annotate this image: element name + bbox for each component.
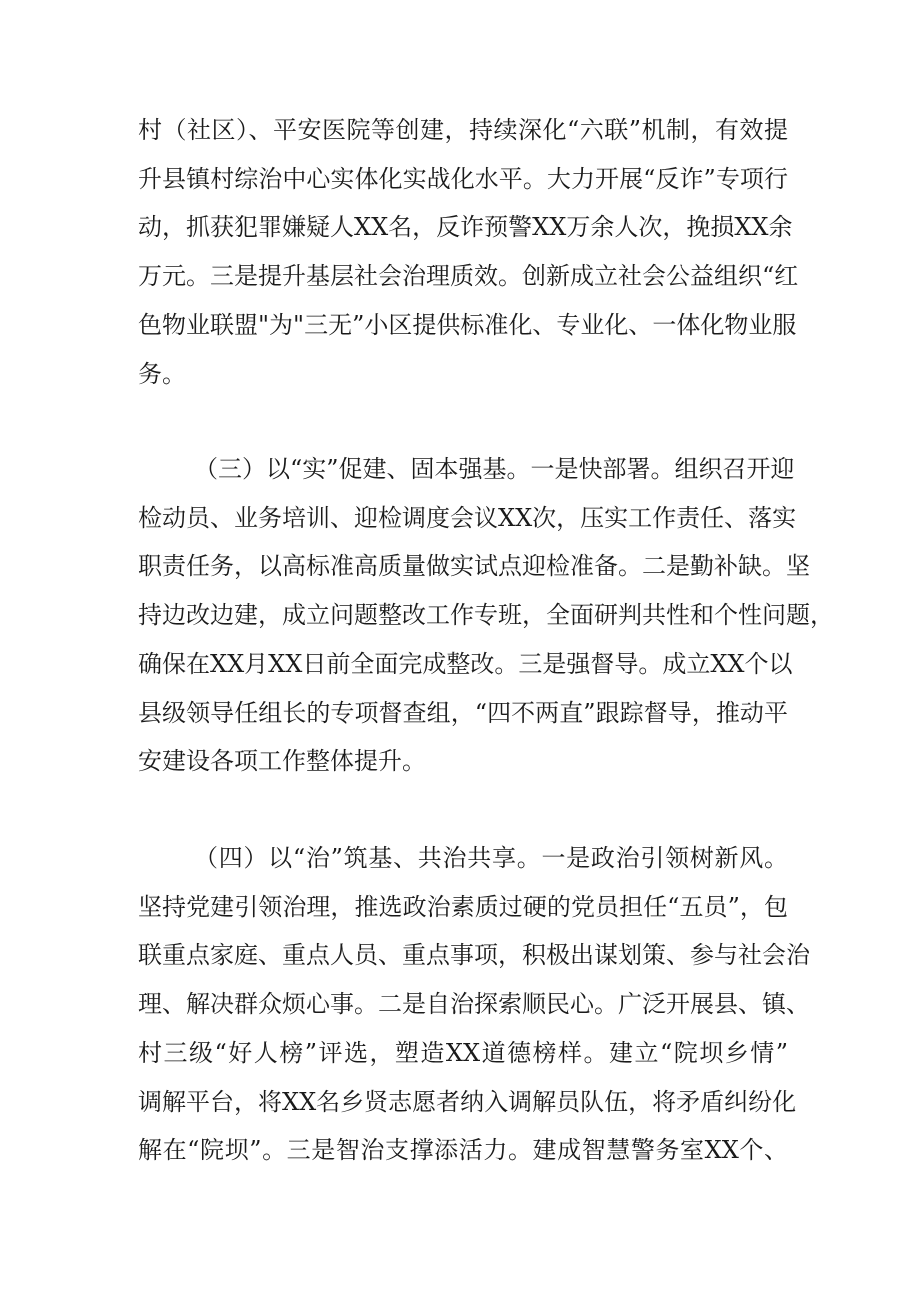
- text-line: 万元。三是提升基层社会治理质效。创新成立社会公益组织“红: [138, 262, 799, 291]
- text-line: 解在“院坝”。三是智治支撑添活力。建成智慧警务室XX个、: [138, 1136, 788, 1165]
- paragraph-section-three: [138, 445, 834, 786]
- section-heading-line: （三）以“实”促建、固本强基。一是快部署。组织召开迎: [194, 455, 795, 483]
- text-line: 职责任务，以高标准高质量做实试点迎检准备。二是勤补缺。坚: [138, 552, 810, 581]
- text-line: 县级领导任组长的专项督查组，“四不两直”跟踪督导，推动平: [138, 698, 788, 727]
- text-line: 理、解决群众烦心事。二是自治探索顺民心。广泛开展县、镇、: [138, 990, 810, 1019]
- text-line: 调解平台，将XX名乡贤志愿者纳入调解员队伍，将矛盾纠纷化: [138, 1087, 797, 1116]
- text-line: 安建设各项工作整体提升。: [138, 747, 426, 776]
- text-line: 确保在XX月XX日前全面完成整改。三是强督导。成立XX个以: [138, 649, 793, 678]
- text-line: 色物业联盟"为"三无”小区提供标准化、专业化、一体化物业服: [138, 310, 797, 339]
- text-line: 务。: [138, 359, 186, 388]
- text-line: 持边改边建，成立问题整改工作专班，全面研判共性和个性问题，: [138, 601, 834, 630]
- section-heading-line: （四）以“治”筑基、共治共享。一是政治引领树新风。: [194, 844, 788, 872]
- text-line: 联重点家庭、重点人员、重点事项，积极出谋划策、参与社会治: [138, 941, 810, 970]
- text-line: 村（社区）、平安医院等创建，持续深化“六联”机制，有效提: [138, 116, 788, 144]
- text-line: 村三级“好人榜”评选，塑造XX道德榜样。建立“院坝乡情”: [138, 1038, 788, 1067]
- text-line: 升县镇村综治中心实体化实战化水平。大力开展“反诈”专项行: [138, 164, 788, 193]
- paragraph-section-four: [138, 834, 810, 1175]
- text-line: 动，抓获犯罪嫌疑人XX名，反诈预警XX万余人次，挽损XX余: [138, 213, 793, 242]
- paragraph-community-governance: [138, 106, 799, 398]
- text-line: 坚持党建引领治理，推选政治素质过硬的党员担任“五员”，包: [138, 892, 788, 921]
- text-line: 检动员、业务培训、迎检调度会议XX次，压实工作责任、落实: [138, 503, 797, 532]
